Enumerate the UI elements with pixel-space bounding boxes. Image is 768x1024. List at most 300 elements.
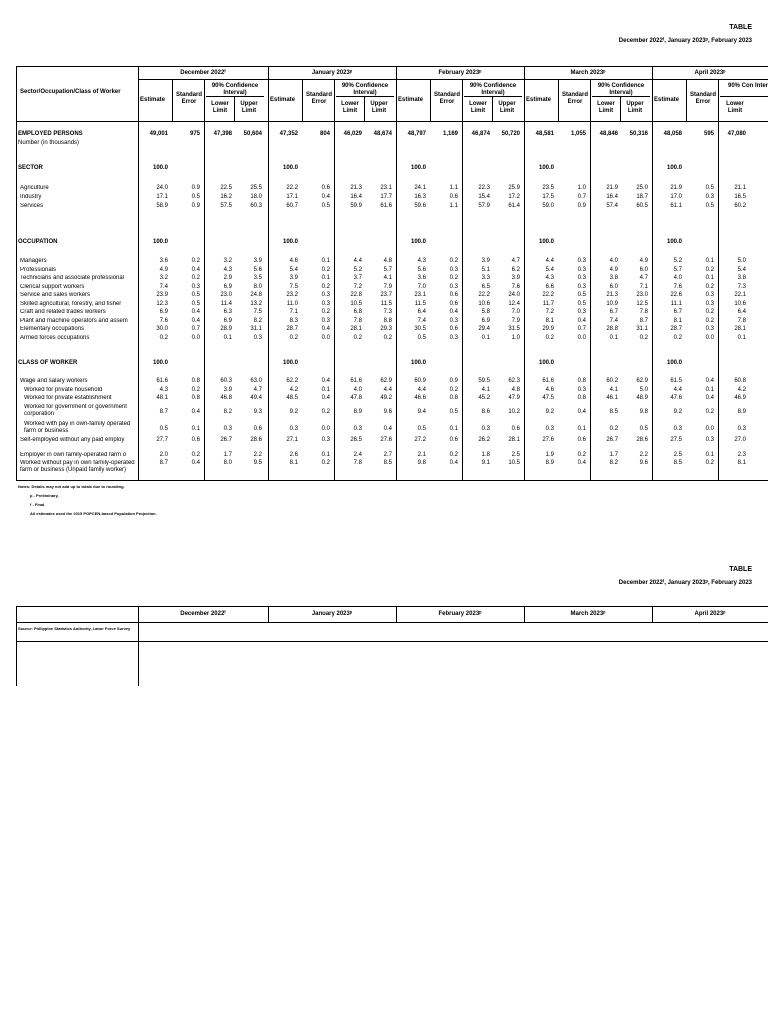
occupation-row-cell: 3.8	[737, 275, 746, 281]
occupation-row-cell: 24.8	[250, 292, 262, 298]
employed-persons-cell: 49,001	[149, 131, 168, 137]
occupation-row-cell: 0.5	[191, 301, 200, 307]
occupation-row-cell: 24.0	[508, 292, 520, 298]
class-of-worker-row-cell: 0.3	[737, 426, 746, 432]
class-of-worker-total-cell: 100.0	[666, 360, 682, 366]
sector-row-cell: 61.6	[380, 203, 392, 209]
occupation-row-cell: 7.9	[511, 318, 520, 324]
occupation-row-cell: 2.9	[223, 275, 232, 281]
class-of-worker-row-cell: 46.8	[220, 395, 232, 401]
occupation-row-cell: 0.3	[449, 318, 458, 324]
class-of-worker-row-label: Worked for private household	[24, 387, 103, 393]
class-of-worker-row-cell: 0.8	[577, 378, 586, 384]
class-of-worker-row-cell: 0.4	[383, 426, 392, 432]
occupation-section-label: OCCUPATION	[18, 239, 58, 245]
class-of-worker-row-cell: 2.6	[289, 452, 298, 458]
sector-row-cell: 61.1	[670, 203, 682, 209]
employed-persons-cell: 975	[189, 131, 200, 137]
class-of-worker-row-cell: 0.1	[449, 426, 458, 432]
sector-total-cell: 100.0	[152, 165, 168, 171]
rule-line	[138, 79, 768, 80]
sector-row-cell: 61.4	[508, 203, 520, 209]
note-rounding: Notes: Details may not add up to totals due to rounding.	[18, 484, 125, 489]
class-of-worker-row-cell: 8.0	[223, 460, 232, 466]
occupation-row-cell: 5.4	[545, 267, 554, 273]
occupation-row-cell: 22.2	[478, 292, 490, 298]
class-of-worker-row-label: Worked with pay in own-family operated farm or business	[24, 421, 131, 434]
class-of-worker-row-cell: 0.9	[449, 378, 458, 384]
occupation-row-cell: 0.3	[577, 309, 586, 315]
occupation-row-cell: 0.0	[705, 335, 714, 341]
occupation-row-cell: 4.9	[159, 267, 168, 273]
sector-row-cell: 17.5	[542, 194, 554, 200]
class-of-worker-row-cell: 0.3	[705, 437, 714, 443]
sector-row-cell: 0.9	[577, 203, 586, 209]
sector-row-cell: 60.7	[286, 203, 298, 209]
lower-limit-header: Lower Limit	[597, 101, 615, 114]
occupation-row-cell: 3.9	[511, 275, 520, 281]
rule-line	[16, 66, 768, 67]
occupation-row-cell: 7.5	[289, 284, 298, 290]
occupation-row-cell: 0.3	[449, 335, 458, 341]
class-of-worker-row-cell: 2.7	[383, 452, 392, 458]
class-of-worker-row-label: Employer in own family-operated farm o	[20, 452, 127, 458]
class-of-worker-row-cell: 27.7	[156, 437, 168, 443]
class-of-worker-row-cell: 0.2	[191, 387, 200, 393]
class-of-worker-row-cell: 0.2	[191, 452, 200, 458]
occupation-row-cell: 0.2	[191, 258, 200, 264]
month-header: February 2023ᵖ	[438, 70, 482, 76]
sector-row-cell: 23.5	[542, 185, 554, 191]
standard-error-header: Standard Error	[175, 92, 202, 105]
column-divider	[16, 66, 17, 480]
occupation-row-cell: 4.9	[639, 258, 648, 264]
sector-row-cell: 59.9	[350, 203, 362, 209]
table-title-continued: TABLE	[729, 566, 752, 573]
occupation-row-cell: 3.5	[253, 275, 262, 281]
occupation-total-cell: 100.0	[538, 239, 554, 245]
occupation-row-cell: 8.8	[383, 318, 392, 324]
occupation-row-cell: 0.2	[289, 335, 298, 341]
class-of-worker-row-cell: 0.4	[321, 378, 330, 384]
class-of-worker-row-cell: 47.6	[670, 395, 682, 401]
class-of-worker-row-cell: 9.3	[253, 409, 262, 415]
occupation-row-cell: 6.0	[639, 267, 648, 273]
occupation-row-cell: 0.3	[705, 292, 714, 298]
sector-row-cell: 1.0	[577, 185, 586, 191]
occupation-row-cell: 0.4	[191, 318, 200, 324]
sector-row-cell: 58.9	[156, 203, 168, 209]
class-of-worker-row-cell: 60.8	[734, 378, 746, 384]
occupation-row-cell: 0.2	[321, 284, 330, 290]
class-of-worker-row-cell: 46.6	[414, 395, 426, 401]
class-of-worker-row-cell: 8.7	[159, 460, 168, 466]
sector-row-cell: 0.7	[577, 194, 586, 200]
sector-row-cell: 59.6	[414, 203, 426, 209]
occupation-row-cell: 0.3	[577, 258, 586, 264]
occupation-row-cell: 5.7	[673, 267, 682, 273]
occupation-row-cell: 6.9	[223, 284, 232, 290]
occupation-total-cell: 100.0	[152, 239, 168, 245]
occupation-row-label: Skilled agricultural, forestry, and fisher	[20, 301, 122, 307]
occupation-row-cell: 0.2	[321, 309, 330, 315]
occupation-row-cell: 7.4	[159, 284, 168, 290]
class-of-worker-row-cell: 0.5	[417, 426, 426, 432]
occupation-row-cell: 0.2	[545, 335, 554, 341]
sector-row-cell: 24.0	[156, 185, 168, 191]
sector-row-cell: 0.5	[321, 203, 330, 209]
occupation-row-cell: 22.8	[350, 292, 362, 298]
class-of-worker-row-cell: 48.9	[636, 395, 648, 401]
sector-total-cell: 100.0	[538, 165, 554, 171]
rule-line	[16, 480, 768, 481]
month-header-continued: March 2023ᵖ	[570, 611, 606, 617]
occupation-row-cell: 10.9	[606, 301, 618, 307]
occupation-row-cell: 0.2	[321, 267, 330, 273]
class-of-worker-row-cell: 61.6	[542, 378, 554, 384]
class-of-worker-row-cell: 4.2	[737, 387, 746, 393]
sector-row-cell: 16.4	[350, 194, 362, 200]
class-of-worker-row-cell: 46.9	[734, 395, 746, 401]
occupation-total-cell: 100.0	[666, 239, 682, 245]
class-of-worker-row-cell: 27.5	[670, 437, 682, 443]
occupation-row-cell: 3.9	[253, 258, 262, 264]
occupation-row-cell: 5.4	[737, 267, 746, 273]
occupation-row-cell: 0.2	[673, 335, 682, 341]
class-of-worker-row-cell: 61.6	[350, 378, 362, 384]
employed-persons-cell: 48,674	[373, 131, 392, 137]
occupation-row-cell: 6.5	[481, 284, 490, 290]
occupation-row-cell: 0.4	[191, 309, 200, 315]
sector-row-cell: 25.9	[508, 185, 520, 191]
employed-persons-cell: 48,846	[599, 131, 618, 137]
class-of-worker-row-cell: 0.5	[159, 426, 168, 432]
sector-row-cell: 0.9	[191, 203, 200, 209]
class-of-worker-row-cell: 9.8	[417, 460, 426, 466]
sector-row-cell: 60.2	[734, 203, 746, 209]
occupation-row-cell: 7.2	[545, 309, 554, 315]
column-divider	[172, 79, 173, 121]
occupation-row-cell: 7.8	[353, 318, 362, 324]
month-header: March 2023ᵖ	[570, 70, 606, 76]
occupation-row-cell: 7.9	[383, 284, 392, 290]
occupation-row-cell: 22.6	[670, 292, 682, 298]
occupation-row-cell: 3.9	[289, 275, 298, 281]
sector-row-cell: 16.2	[220, 194, 232, 200]
rule-line	[16, 622, 768, 623]
occupation-row-cell: 6.4	[417, 309, 426, 315]
occupation-row-cell: 0.1	[223, 335, 232, 341]
occupation-row-cell: 4.0	[609, 258, 618, 264]
occupation-row-cell: 0.2	[191, 275, 200, 281]
note-final: f - Final.	[30, 502, 46, 507]
occupation-row-cell: 10.6	[478, 301, 490, 307]
occupation-row-cell: 7.4	[417, 318, 426, 324]
class-of-worker-row-cell: 49.4	[250, 395, 262, 401]
occupation-row-cell: 29.9	[542, 326, 554, 332]
sector-row-cell: 0.6	[449, 194, 458, 200]
class-of-worker-row-cell: 28.6	[636, 437, 648, 443]
class-of-worker-row-cell: 0.8	[191, 378, 200, 384]
occupation-row-cell: 12.4	[508, 301, 520, 307]
occupation-row-cell: 31.1	[250, 326, 262, 332]
sector-row-label: Industry	[20, 194, 42, 200]
class-of-worker-row-cell: 0.1	[705, 452, 714, 458]
sector-row-cell: 18.0	[250, 194, 262, 200]
occupation-row-cell: 5.0	[737, 258, 746, 264]
occupation-row-cell: 0.3	[253, 335, 262, 341]
occupation-row-cell: 6.6	[545, 284, 554, 290]
occupation-row-cell: 1.0	[511, 335, 520, 341]
occupation-row-cell: 29.4	[478, 326, 490, 332]
class-of-worker-row-cell: 4.3	[159, 387, 168, 393]
sector-row-cell: 0.6	[321, 185, 330, 191]
occupation-row-cell: 8.3	[289, 318, 298, 324]
column-divider	[686, 79, 687, 121]
sector-row-cell: 57.9	[478, 203, 490, 209]
occupation-row-cell: 0.2	[449, 275, 458, 281]
sector-row-cell: 21.1	[734, 185, 746, 191]
occupation-row-cell: 8.0	[253, 284, 262, 290]
class-of-worker-row-cell: 8.2	[223, 409, 232, 415]
employed-persons-cell: 46,029	[343, 131, 362, 137]
occupation-row-cell: 7.8	[737, 318, 746, 324]
class-of-worker-row-cell: 26.7	[606, 437, 618, 443]
class-of-worker-row-cell: 2.5	[673, 452, 682, 458]
class-of-worker-row-cell: 2.3	[737, 452, 746, 458]
occupation-row-cell: 0.6	[449, 326, 458, 332]
sector-row-label: Agriculture	[20, 185, 49, 191]
class-of-worker-row-cell: 9.2	[289, 409, 298, 415]
class-of-worker-row-cell: 4.4	[673, 387, 682, 393]
class-of-worker-row-cell: 61.5	[670, 378, 682, 384]
occupation-row-cell: 11.5	[414, 301, 426, 307]
employed-persons-cell: 50,604	[243, 131, 262, 137]
occupation-row-cell: 5.2	[353, 267, 362, 273]
sector-total-cell: 100.0	[666, 165, 682, 171]
sector-row-cell: 60.3	[250, 203, 262, 209]
occupation-row-cell: 8.1	[673, 318, 682, 324]
occupation-row-cell: 23.2	[286, 292, 298, 298]
class-of-worker-row-cell: 3.9	[223, 387, 232, 393]
class-of-worker-row-cell: 2.0	[159, 452, 168, 458]
occupation-row-cell: 4.6	[289, 258, 298, 264]
occupation-row-cell: 3.3	[481, 275, 490, 281]
occupation-row-cell: 0.0	[191, 335, 200, 341]
occupation-row-cell: 7.8	[639, 309, 648, 315]
class-of-worker-row-cell: 0.3	[321, 437, 330, 443]
rule-line	[592, 96, 650, 97]
class-of-worker-row-cell: 0.3	[223, 426, 232, 432]
class-of-worker-row-cell: 0.6	[253, 426, 262, 432]
note-preliminary: p - Preliminary.	[30, 493, 59, 498]
class-of-worker-row-cell: 4.8	[511, 387, 520, 393]
sector-row-cell: 57.5	[220, 203, 232, 209]
occupation-row-cell: 0.2	[705, 309, 714, 315]
class-of-worker-total-cell: 100.0	[410, 360, 426, 366]
occupation-row-cell: 4.1	[383, 275, 392, 281]
ci-header: 90% Confidence Interval)	[341, 83, 389, 96]
occupation-row-cell: 5.1	[481, 267, 490, 273]
class-of-worker-row-cell: 0.3	[577, 387, 586, 393]
occupation-row-cell: 6.9	[481, 318, 490, 324]
class-of-worker-row-cell: 48.1	[156, 395, 168, 401]
occupation-row-cell: 0.3	[321, 301, 330, 307]
sector-row-cell: 0.3	[705, 194, 714, 200]
class-of-worker-row-cell: 26.2	[478, 437, 490, 443]
employed-persons-cell: 50,316	[629, 131, 648, 137]
occupation-row-cell: 8.2	[253, 318, 262, 324]
sector-row-cell: 22.2	[286, 185, 298, 191]
sector-row-cell: 1.1	[449, 203, 458, 209]
class-of-worker-row-cell: 8.9	[353, 409, 362, 415]
sector-row-cell: 22.3	[478, 185, 490, 191]
class-of-worker-row-cell: 47.5	[542, 395, 554, 401]
class-of-worker-row-cell: 59.5	[478, 378, 490, 384]
occupation-row-cell: 0.2	[705, 267, 714, 273]
sector-row-cell: 18.7	[636, 194, 648, 200]
class-of-worker-row-cell: 45.2	[478, 395, 490, 401]
class-of-worker-row-cell: 0.0	[321, 426, 330, 432]
occupation-row-cell: 3.2	[223, 258, 232, 264]
employed-persons-cell: 47,080	[727, 131, 746, 137]
month-header: April 2023ᵖ	[694, 70, 726, 76]
upper-limit-header: Upper Limit	[626, 101, 644, 114]
class-of-worker-row-cell: 4.2	[289, 387, 298, 393]
occupation-row-cell: 3.6	[417, 275, 426, 281]
month-header-continued: April 2023ᵖ	[694, 611, 726, 617]
class-of-worker-row-cell: 62.2	[286, 378, 298, 384]
sector-row-cell: 17.0	[670, 194, 682, 200]
occupation-row-cell: 29.3	[380, 326, 392, 332]
sector-row-label: Services	[20, 203, 44, 209]
lower-limit-header: Lower Limit	[726, 101, 744, 114]
class-of-worker-row-cell: 8.5	[383, 460, 392, 466]
occupation-row-cell: 0.3	[577, 284, 586, 290]
sector-row-cell: 21.9	[670, 185, 682, 191]
class-of-worker-row-cell: 0.4	[705, 395, 714, 401]
employed-persons-cell: 804	[319, 131, 330, 137]
occupation-row-cell: 23.0	[220, 292, 232, 298]
class-of-worker-row-cell: 0.3	[545, 426, 554, 432]
occupation-row-cell: 0.1	[321, 258, 330, 264]
occupation-row-cell: 0.2	[383, 335, 392, 341]
occupation-total-cell: 100.0	[282, 239, 298, 245]
upper-limit-header: Upper Limit	[370, 101, 388, 114]
class-of-worker-row-cell: 4.4	[383, 387, 392, 393]
class-of-worker-row-cell: 47.8	[350, 395, 362, 401]
class-of-worker-row-cell: 26.5	[350, 437, 362, 443]
occupation-row-cell: 0.1	[705, 275, 714, 281]
occupation-row-cell: 6.8	[353, 309, 362, 315]
class-of-worker-row-cell: 60.9	[414, 378, 426, 384]
occupation-row-cell: 28.8	[606, 326, 618, 332]
occupation-row-label: Professionals	[20, 267, 57, 273]
employed-persons-cell: 1,169	[442, 131, 458, 137]
sector-row-cell: 15.4	[478, 194, 490, 200]
rule-line	[16, 121, 768, 122]
class-of-worker-row-cell: 9.4	[417, 409, 426, 415]
occupation-row-cell: 6.0	[609, 284, 618, 290]
occupation-row-cell: 7.0	[511, 309, 520, 315]
sector-row-cell: 16.5	[734, 194, 746, 200]
occupation-row-cell: 0.3	[191, 284, 200, 290]
class-of-worker-row-cell: 0.8	[577, 395, 586, 401]
occupation-row-cell: 7.5	[253, 309, 262, 315]
employed-persons-label: EMPLOYED PERSONS	[18, 131, 83, 137]
sector-section-label: SECTOR	[18, 165, 43, 171]
occupation-row-cell: 13.2	[250, 301, 262, 307]
occupation-row-cell: 30.0	[156, 326, 168, 332]
occupation-row-cell: 5.6	[253, 267, 262, 273]
occupation-row-cell: 12.3	[156, 301, 168, 307]
upper-limit-header: Upper Limit	[240, 101, 258, 114]
occupation-row-cell: 6.4	[737, 309, 746, 315]
occupation-row-cell: 0.3	[449, 267, 458, 273]
class-of-worker-row-cell: 9.5	[253, 460, 262, 466]
sector-row-cell: 57.4	[606, 203, 618, 209]
occupation-row-cell: 3.6	[159, 258, 168, 264]
class-of-worker-row-cell: 1.8	[481, 452, 490, 458]
occupation-row-cell: 5.8	[481, 309, 490, 315]
occupation-row-cell: 6.7	[609, 309, 618, 315]
occupation-row-cell: 22.1	[734, 292, 746, 298]
employed-persons-cell: 48,581	[535, 131, 554, 137]
occupation-row-cell: 0.4	[577, 318, 586, 324]
occupation-row-cell: 7.6	[511, 284, 520, 290]
class-of-worker-row-cell: 27.0	[734, 437, 746, 443]
class-of-worker-row-cell: 2.5	[511, 452, 520, 458]
sector-row-cell: 0.4	[321, 194, 330, 200]
occupation-row-cell: 0.3	[705, 301, 714, 307]
occupation-row-cell: 7.0	[417, 284, 426, 290]
class-of-worker-row-label: Self-employed without any paid employ	[20, 437, 125, 443]
occupation-row-cell: 3.2	[159, 275, 168, 281]
month-header: December 2022ᶠ	[180, 70, 226, 76]
sector-row-cell: 1.1	[449, 185, 458, 191]
occupation-row-cell: 11.5	[380, 301, 392, 307]
month-header-continued: January 2023ᵖ	[311, 611, 353, 617]
rule-line	[16, 641, 768, 642]
occupation-row-cell: 0.3	[321, 318, 330, 324]
sector-row-cell: 60.5	[636, 203, 648, 209]
sector-row-cell: 0.5	[191, 194, 200, 200]
class-of-worker-row-cell: 0.2	[321, 460, 330, 466]
sector-row-cell: 0.5	[705, 203, 714, 209]
occupation-row-cell: 7.2	[353, 284, 362, 290]
occupation-row-cell: 4.9	[609, 267, 618, 273]
occupation-row-cell: 7.6	[159, 318, 168, 324]
occupation-row-cell: 0.2	[639, 335, 648, 341]
rule-line	[206, 96, 264, 97]
occupation-row-cell: 0.4	[321, 326, 330, 332]
class-of-worker-row-cell: 5.0	[639, 387, 648, 393]
class-of-worker-row-cell: 0.0	[705, 426, 714, 432]
class-of-worker-row-cell: 0.3	[289, 426, 298, 432]
occupation-row-cell: 5.7	[383, 267, 392, 273]
occupation-row-cell: 11.1	[670, 301, 682, 307]
occupation-row-cell: 0.1	[321, 275, 330, 281]
class-of-worker-row-cell: 1.7	[609, 452, 618, 458]
occupation-row-cell: 0.1	[481, 335, 490, 341]
occupation-row-label: Managers	[20, 258, 47, 264]
occupation-row-cell: 0.5	[577, 292, 586, 298]
class-of-worker-row-cell: 4.0	[353, 387, 362, 393]
occupation-row-cell: 4.4	[353, 258, 362, 264]
class-of-worker-row-cell: 63.0	[250, 378, 262, 384]
class-of-worker-section-label: CLASS OF WORKER	[18, 360, 78, 366]
class-of-worker-row-cell: 0.2	[609, 426, 618, 432]
